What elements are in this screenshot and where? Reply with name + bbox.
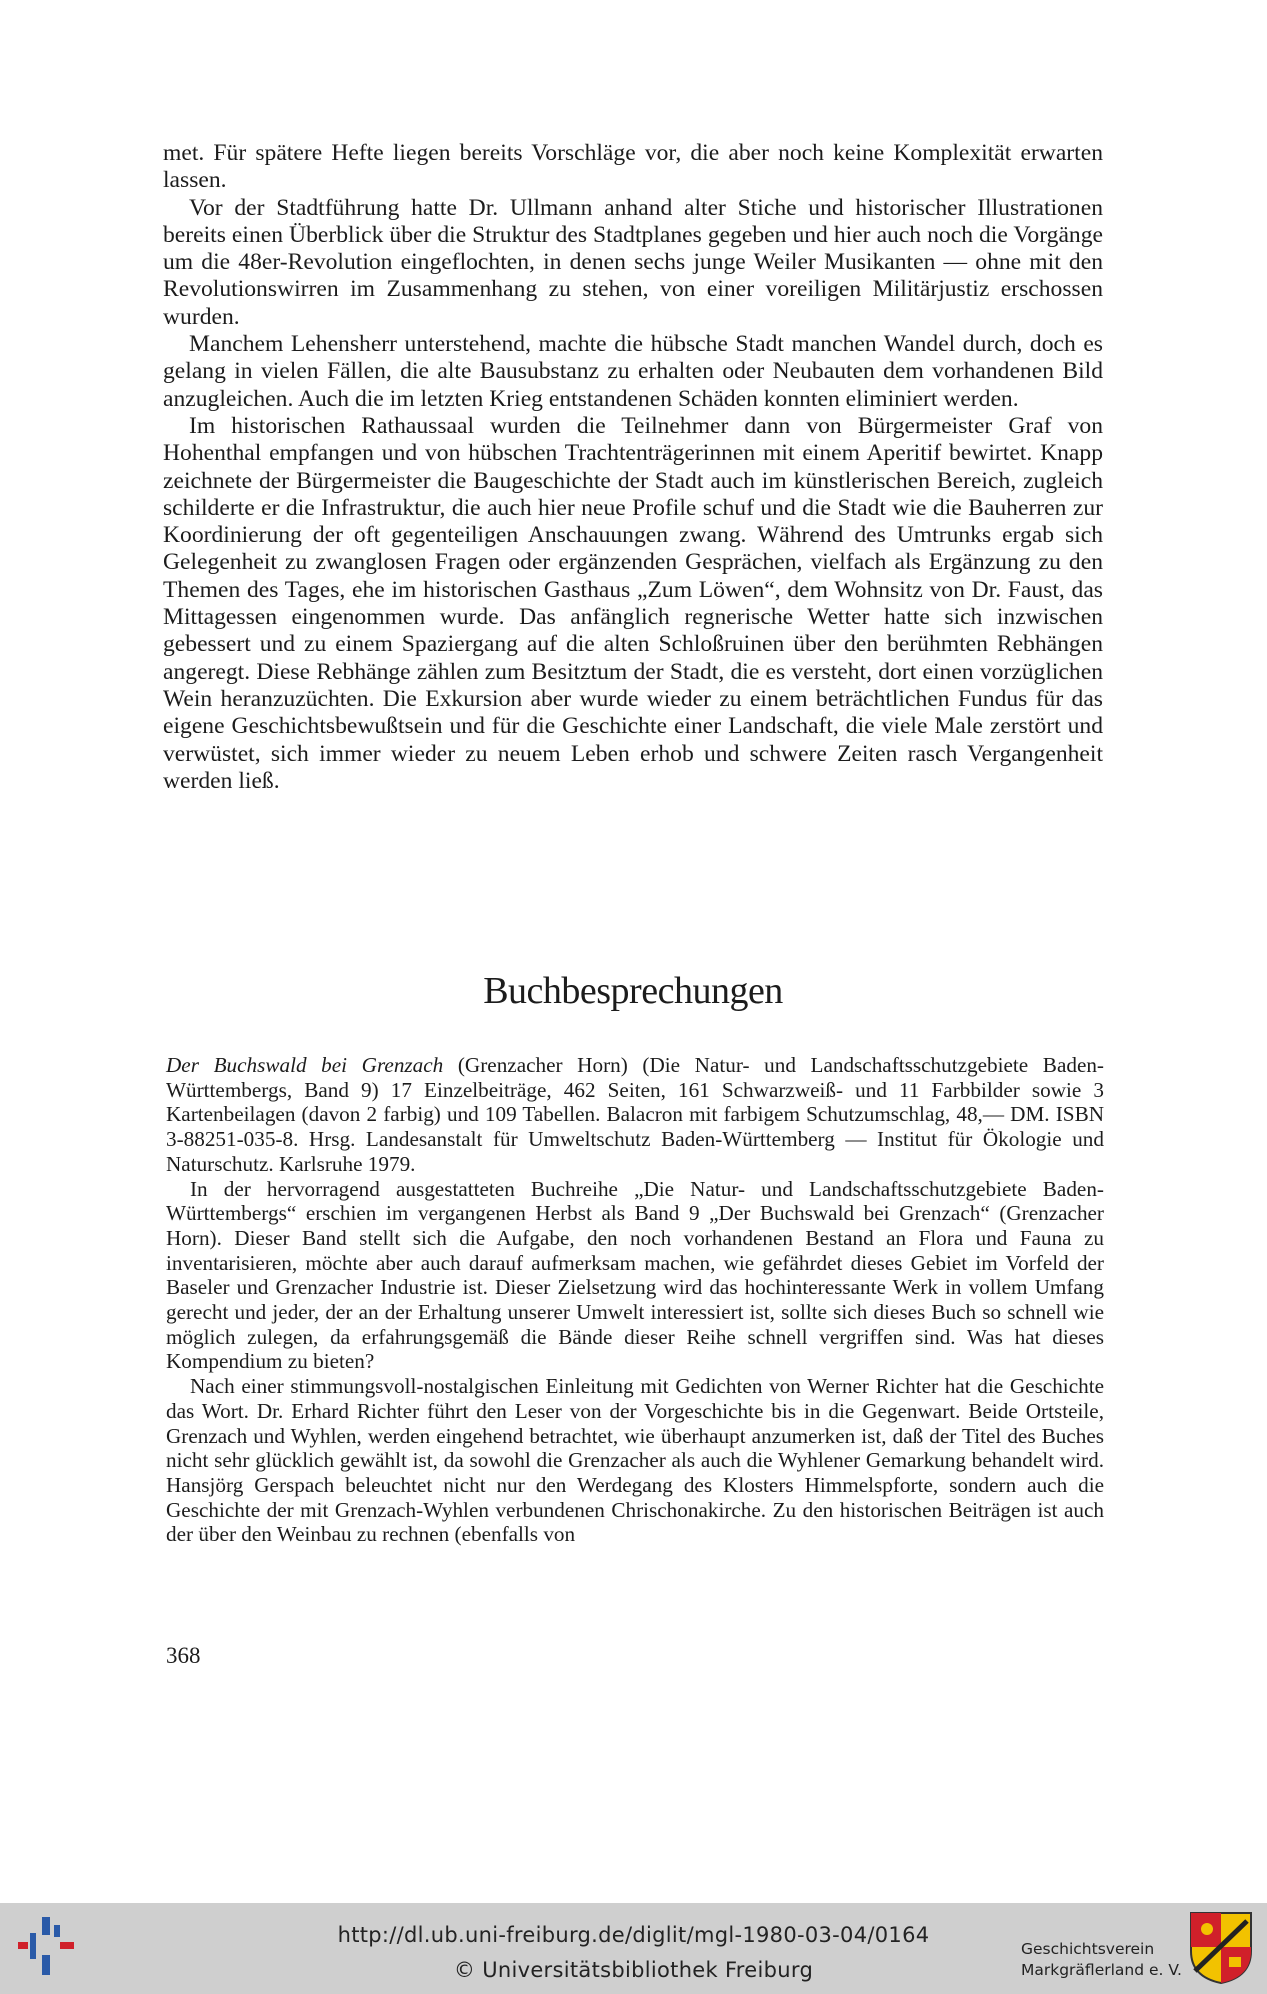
review-paragraph: In der hervorragend ausgestatteten Buchreihe „Die Natur- und Landschaftsschutzgebiete Baden-Württembergs“ erschien im vergangenen Herbst als Band 9 „Der Buchswald bei Grenzach“ (Grenzacher Horn). Dieser Band stellt sich die Aufgabe, den noch vorhandenen Bestand an Flora und Fauna zu inventarisieren, möchte aber auch darauf aufmerksam machen, wie gefährdet dieses Gebiet im Vorfeld der Baseler und Grenzacher Industrie ist. Dieser Zielsetzung wird das hochinteressante Werk in vollem Umfang gerecht und jeder, der an der Erhaltung unserer Umwelt interessiert ist, sollte sich dieses Buch so schnell wie möglich zulegen, da erfahrungsgemäß die Bände dieser Reihe schnell vergriffen sind. Was hat dieses Kompendium zu bieten? [166,1176,1104,1374]
source-url-link[interactable]: http://dl.ub.uni-freiburg.de/diglit/mgl-1980-03-04/0164 [337,1923,930,1947]
section-heading: Buchbesprechungen [483,970,783,1012]
coat-of-arms-icon [1189,1911,1253,1985]
society-name-line: Markgräflerland e. V. [1021,1961,1182,1979]
review-book-title: Der Buchswald bei Grenzach [166,1053,444,1077]
article-continuation [163,140,1103,795]
copyright-notice: © Universitätsbibliothek Freiburg [453,1958,814,1982]
footer-bar [0,1903,1267,1994]
body-paragraph: Vor der Stadtführung hatte Dr. Ullmann anhand alter Stiche und historischer Illustrationen bereits einen Überblick über die Struktur des Stadtplanes gegeben und hier auch noch die Vorgänge um die 48er-Revolution eingeflochten, in denen sechs junge Weiler Musikanten — ohne mit den Revolutionswirren im Zusammenhang zu stehen, von einer voreiligen Militärjustiz erschossen wurden. [163,194,1103,330]
review-citation-details: (Grenzacher Horn) (Die Natur- und Landschaftsschutzgebiete Baden-Württembergs, Band 9) 17 Einzelbeiträge, 462 Seiten, 161 Schwarzweiß- und 11 Farbbilder sowie 3 Kartenbeilagen (davon 2 farbig) und 109 Tabellen. Balacron mit farbigem Schutzumschlag, 48,— DM. ISBN 3-88251-035-8. Hrsg. Landesanstalt für Umweltschutz Baden-Württemberg — Institut für Ökologie und Naturschutz. Karlsruhe 1979. [166,1053,1104,1176]
book-review [166,1053,1104,1547]
society-name [1021,1939,1182,1981]
society-name-line: Geschichtsverein [1021,1940,1155,1958]
review-citation [166,1053,1104,1177]
body-paragraph: met. Für spätere Hefte liegen bereits Vorschläge vor, die aber noch keine Komplexität erwarten lassen. [163,140,1103,194]
body-paragraph: Im historischen Rathaussaal wurden die Teilnehmer dann von Bürgermeister Graf von Hohenthal empfangen und von hübschen Trachtenträgerinnen mit einem Aperitif bewirtet. Knapp zeichnete der Bürgermeister die Baugeschichte der Stadt auch im künstlerischen Bereich, zugleich schilderte er die Infrastruktur, die auch hier neue Profile schuf und die Stadt wie die Bauherren zur Koordinierung der oft gegenteiligen Anschauungen zwang. Während des Umtrunks ergab sich Gelegenheit zu zwanglosen Fragen oder ergänzenden Gesprächen, vielfach als Ergänzung zu den Themen des Tages, ehe im historischen Gasthaus „Zum Löwen“, dem Wohnsitz von Dr. Faust, das Mittagessen eingenommen wurde. Das anfänglich regnerische Wetter hatte sich inzwischen gebessert und zu einem Spaziergang auf die alten Schloßruinen über den berühmten Rebhängen angeregt. Diese Rebhänge zählen zum Besitztum der Stadt, die es versteht, dort einen vorzüglichen Wein heranzuzüchten. Die Exkursion aber wurde wieder zu einem beträchtlichen Fundus für das eigene Geschichtsbewußtsein und für die Geschichte einer Landschaft, die viele Male zerstört und verwüstet, sich immer wieder zu neuem Leben erhob und schwere Zeiten rasch Vergangenheit werden ließ. [163,412,1103,794]
page-number: 368 [166,1643,201,1668]
review-paragraph: Nach einer stimmungsvoll-nostalgischen Einleitung mit Gedichten von Werner Richter hat die Geschichte das Wort. Dr. Erhard Richter führt den Leser von der Vorgeschichte bis in die Gegenwart. Beide Ortsteile, Grenzach und Wyhlen, werden eingehend betrachtet, wie überhaupt anzumerken ist, daß der Titel des Buches nicht sehr glücklich gewählt ist, da sowohl die Grenzacher als auch die Wyhlener Gemarkung behandelt wird. Hansjörg Gerspach beleuchtet nicht nur den Werdegang des Klosters Himmelspforte, sondern auch die Geschichte der mit Grenzach-Wyhlen verbundenen Chrischonakirche. Zu den historischen Beiträgen ist auch der über den Weinbau zu rechnen (ebenfalls von [166,1374,1104,1547]
body-paragraph: Manchem Lehensherr unterstehend, machte die hübsche Stadt manchen Wandel durch, doch es gelang in vielen Fällen, die alte Bausubstanz zu erhalten oder Neubauten dem vorhandenen Bild anzugleichen. Auch die im letzten Krieg entstandenen Schäden konnten eliminiert werden. [163,331,1103,412]
